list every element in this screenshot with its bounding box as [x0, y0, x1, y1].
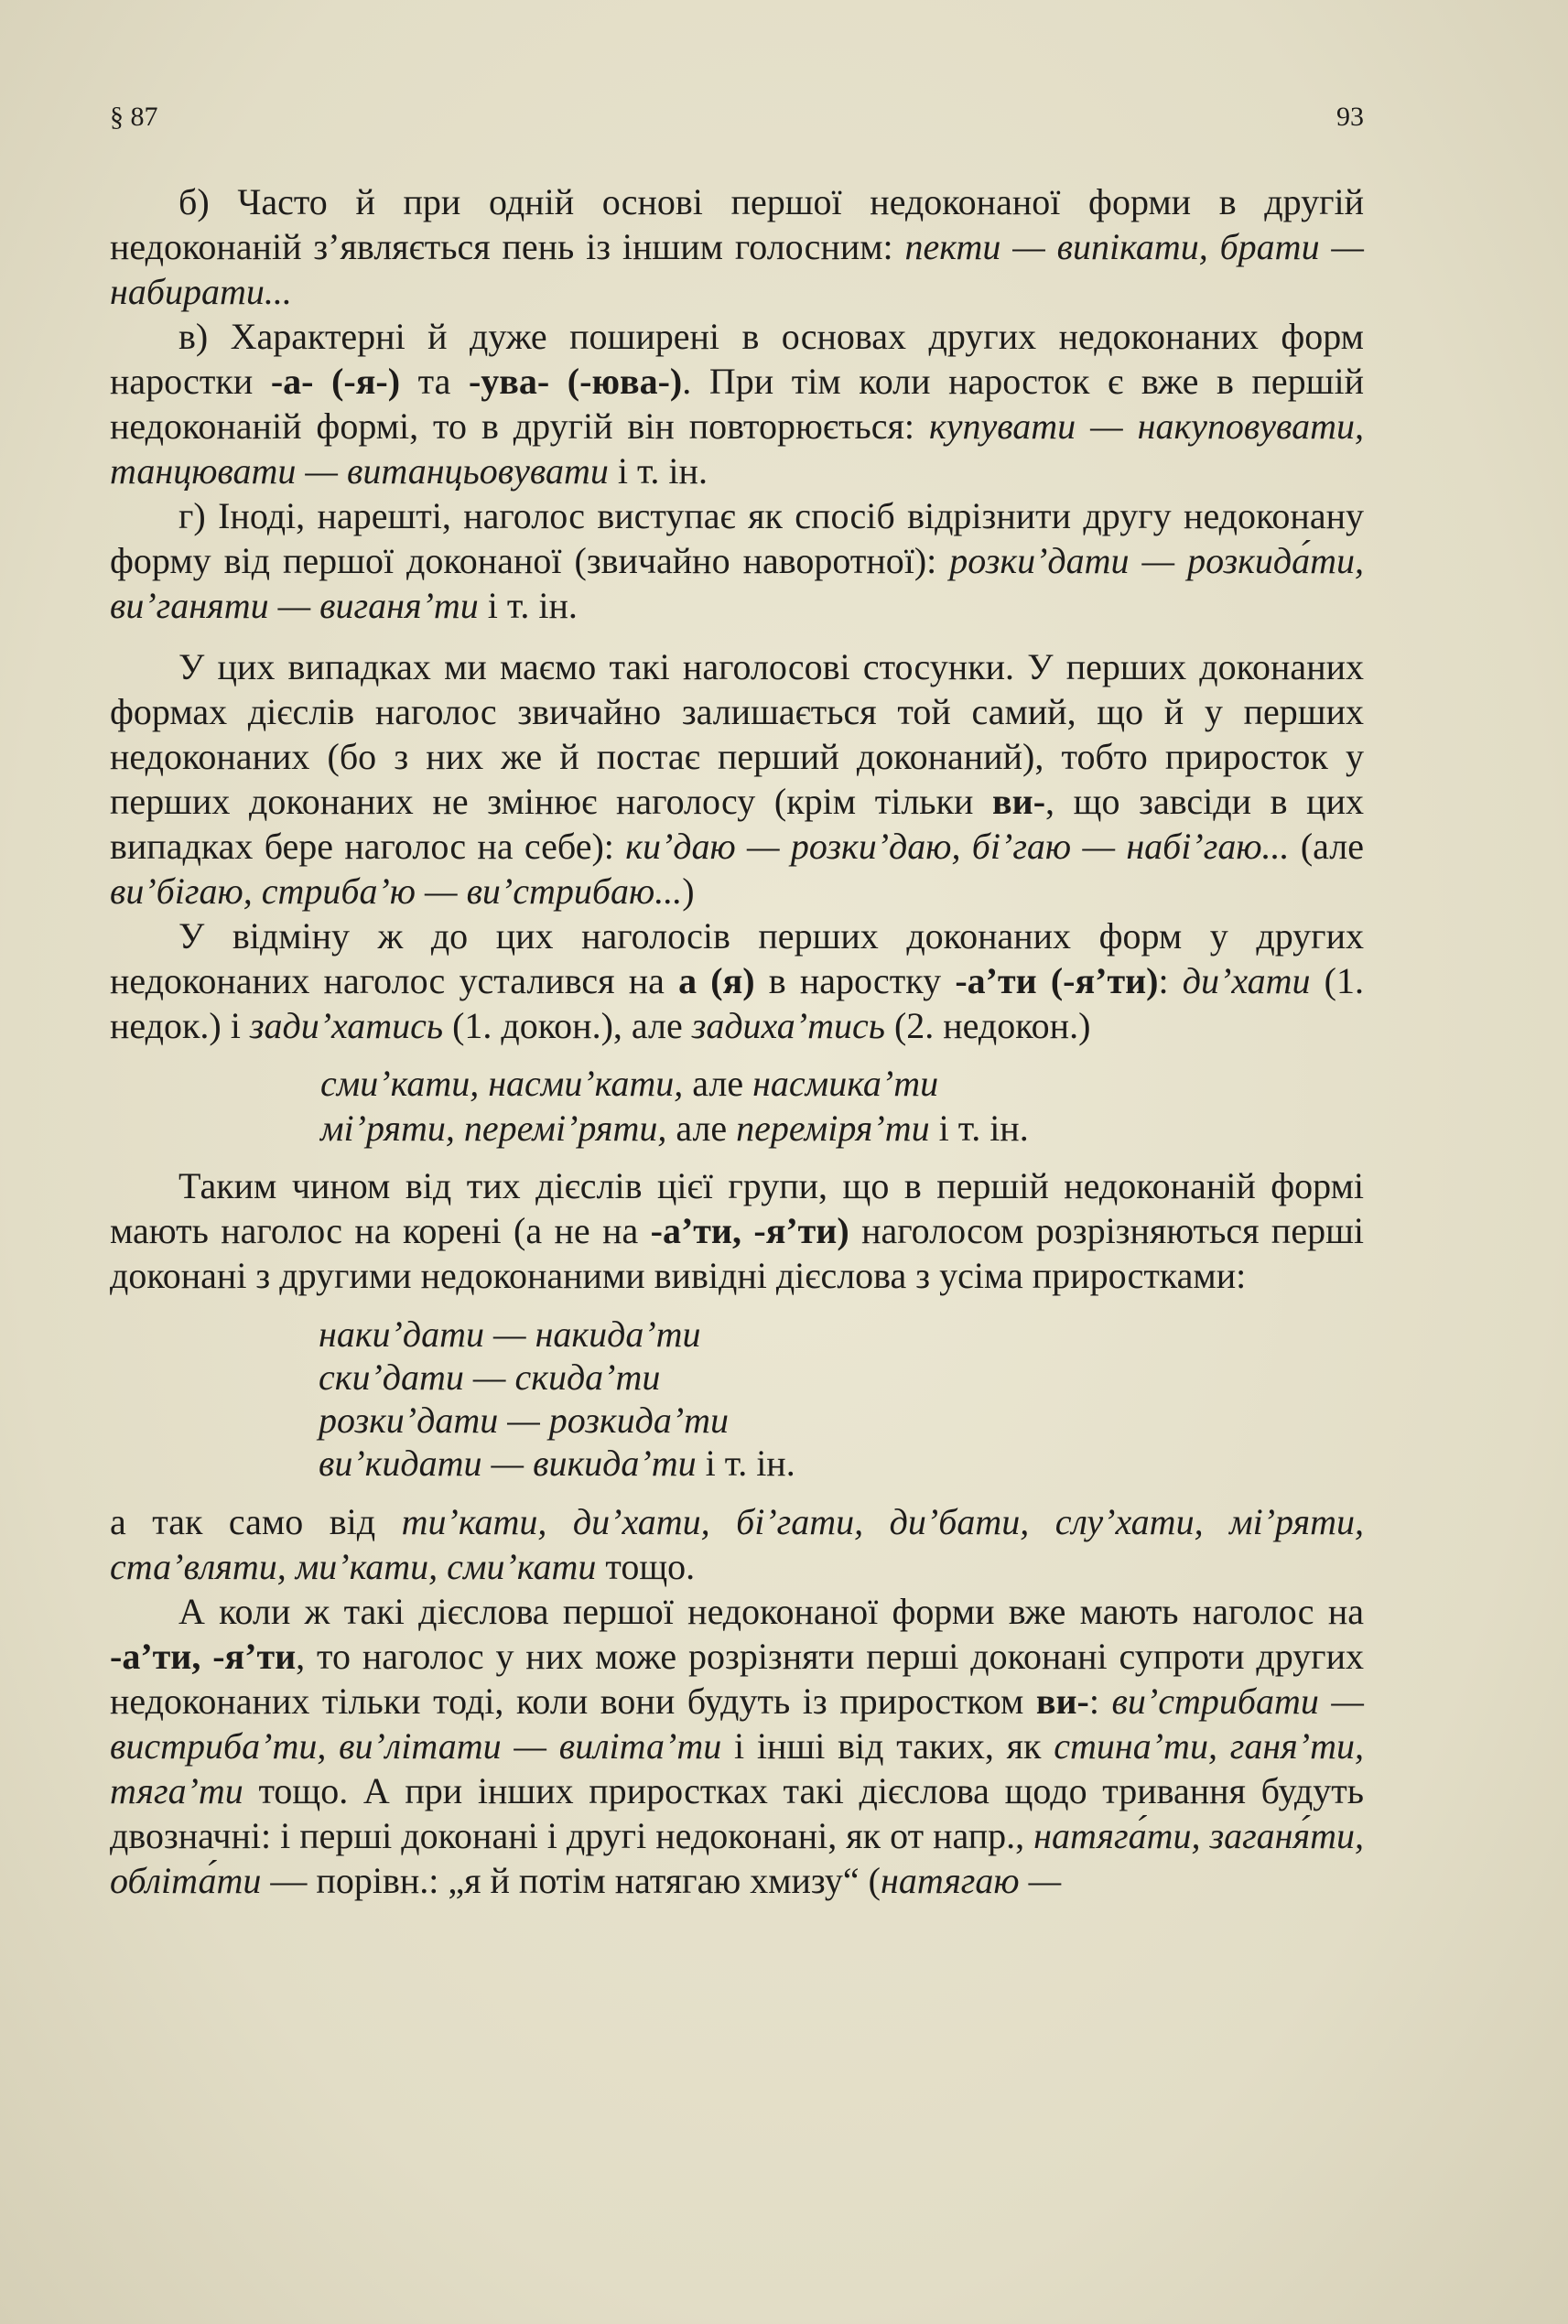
section-number: § 87: [110, 102, 158, 132]
running-header: [110, 99, 1364, 135]
paragraph-b: б) Часто й при одній основі першої недоконаної форми в другій недоконаній з’являється пень із іншим голосним: пекти — випікати, брати — набирати...: [110, 181, 1364, 312]
example-line: наки’дати — накида’ти: [319, 1313, 701, 1355]
example-block-1: [320, 1061, 1364, 1151]
example-line: ски’дати — скида’ти: [319, 1357, 661, 1398]
page-body: [110, 179, 1364, 1903]
paragraph-stress-relations: У цих випадках ми маємо такі наголосові стосунки. У перших доконаних формах дієслів наголос звичайно залишається той самий, що й у перших недоконаних (бо з них же й постає перший доконаний), тобто приросток у перших доконаних не змінює наголосу (крім тільки ви-, що завсіди в цих випадках бере наголос на себе): ки’даю — розки’даю, бі’гаю — набі’гаю... (але ви’бігаю, стриба’ю — ви’стрибаю...): [110, 646, 1365, 912]
paragraph-second-imperfective: У відміну ж до цих наголосів перших доконаних форм у других недоконаних наголос усталився на а (я) в наростку -а’ти (-я’ти): ди’хати (1. недок.) і зади’хатись (1. докон.), але задиха’тись (2. недокон.): [110, 915, 1364, 1046]
paragraph-likewise: а так само від ти’кати, ди’хати, бі’гати, ди’бати, слу’хати, мі’ряти, ста’вляти, ми’кати, сми’кати тощо.: [110, 1501, 1364, 1587]
example-block-2: [319, 1313, 1364, 1485]
paragraph-when-stressed: А коли ж такі дієслова першої недоконаної форми вже мають наголос на -а’ти, -я’ти, то наголос у них може розрізняти перші доконані супроти других недоконаних тільки тоді, коли вони будуть із приростком ви-: ви’стрибати — вистриба’ти, ви’літати — виліта’ти і інші від таких, як стина’ти, ганя’ти, тяга’ти тощо. А при інших приростках такі дієслова щодо тривання будуть двозначні: і перші доконані і другі недоконані, як от напр., натяга́ти, заганя́ти, обліта́ти — порівн.: „я й потім натягаю хмизу“ (натягаю —: [110, 1591, 1365, 1901]
example-line: мі’ряти, перемі’ряти, але переміря’ти і т. ін.: [320, 1108, 1029, 1149]
example-line: ви’кидати — викида’ти і т. ін.: [319, 1443, 795, 1484]
paragraph-thus: Таким чином від тих дієслів цієї групи, що в першій недоконаній формі мають наголос на корені (а не на -а’ти, -я’ти) наголосом розрізняються перші доконані з другими недоконаними вивідні дієслова з усіма приростками:: [110, 1165, 1364, 1296]
example-line: сми’кати, насми’кати, але насмика’ти: [320, 1063, 939, 1104]
example-line: розки’дати — розкида’ти: [319, 1400, 730, 1441]
paragraph-h: г) Іноді, нарешті, наголос виступає як спосіб відрізнити другу недоконану форму від першої доконаної (звичайно наворотної): розки’дати — розкида́ти, ви’ганяти — виганя’ти і т. ін.: [110, 495, 1364, 626]
page-number: 93: [1336, 102, 1364, 132]
paragraph-v: в) Характерні й дуже поширені в основах других недоконаних форм наростки -а- (-я-) та -ува- (-юва-). При тім коли наросток є вже в першій недоконаній формі, то в другій він повторюється: купувати — накуповувати, танцювати — витанцьовувати і т. ін.: [110, 316, 1364, 492]
